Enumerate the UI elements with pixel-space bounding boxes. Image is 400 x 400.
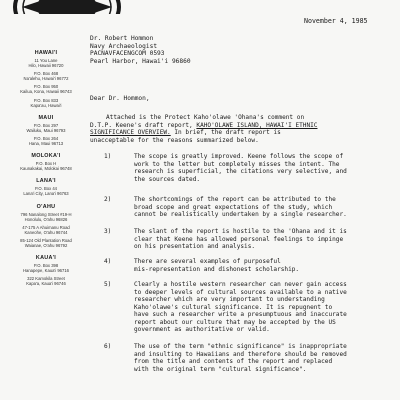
- office-address: P.O. Box 44 Lana'i City, Lana'i 96763: [23, 186, 69, 197]
- office-address: 47-175 A Ahuimanu Road Kaneohe, O'ahu 96744: [22, 224, 70, 235]
- office-address: P.O. Box 468 Na'alehu, Hawai'i 96772: [23, 71, 69, 82]
- island-kauai: [0, 255, 92, 286]
- item-number: 6): [104, 343, 112, 350]
- office-address: 85-124 Old Plantation Road Waianae, O'ahu 96792: [20, 237, 72, 248]
- addressee-line: Navy Archaeologist: [90, 42, 158, 50]
- salutation: Dear Dr. Hommon,: [90, 95, 150, 102]
- office-address: P.O. Box 264 Hana, Maui 96713: [28, 135, 64, 147]
- island-molokai: [0, 153, 92, 171]
- item-text: Clearly a hostile western researcher can never gain access to deeper levels of cultural sources available to a native researcher which are very important to understanding Kaho'olawe's cultural significance. It is repugnent to have such a researcher write a presumptuous and inaccurate report about our culture that may be accepted by the US government as authoritative or valid.: [134, 281, 347, 333]
- island-name: HAWAI'I: [34, 50, 58, 56]
- item-number: 2): [104, 196, 112, 203]
- report-title: KAHO'OLAWE ISLAND, HAWAI'I ETHNIC: [196, 121, 318, 129]
- island-name: MOLOKA'I: [31, 153, 61, 160]
- item-number: 3): [104, 228, 112, 235]
- intro-paragraph: Attached is the Protect Kaho'olawe 'Ohana's comment on D.T.P. Keene's draft report, KAHO'OLAWE ISLAND, HAWAI'I ETHNIC SIGNIFICANCE OVERVIEW. In brief, the draft report is unacceptable for the reasons summarized below.: [90, 114, 318, 144]
- island-maui: [0, 115, 92, 146]
- item-number: 1): [104, 153, 112, 160]
- item-number: 5): [104, 281, 112, 288]
- item-number: 4): [104, 258, 112, 265]
- addressee-line: Pearl Harbor, Hawai'i 96860: [90, 57, 191, 65]
- office-address: P.O. Box H Kaunakakai, Molokai 96748: [20, 161, 72, 172]
- item-text: The slant of the report is hostile to the 'Ohana and it is clear that Keene has allowed personal feelings to impinge on his presentation and analysis.: [134, 228, 347, 250]
- island-name: LANA'I: [36, 178, 56, 185]
- office-address: 796 Nanalong Street #19-H Honolulu, O'ahu 96826: [20, 211, 72, 222]
- island-hawaii: [0, 50, 92, 108]
- island-name: MAUI: [38, 114, 54, 121]
- organization-seal: [12, 0, 122, 14]
- addressee-line: Dr. Robert Hommon: [90, 35, 154, 42]
- item-text: There are several examples of purposeful mis-representation and dishonest scholarship.: [134, 258, 300, 273]
- addressee-block: [90, 35, 191, 65]
- office-address: 322 Kamokila Street Kapa'a, Kaua'i 96746: [26, 276, 66, 287]
- office-address: P.O. Box 950 Kailua, Kona, Hawaii 96743: [20, 84, 72, 95]
- office-address: P.O. Box 297 Wailuku, Maui 96793: [26, 122, 66, 133]
- item-text: The scope is greatly improved. Keene follows the scope of work to the letter but completely misses the intent. The research is superficial, the citations very selective, and the sources dated.: [134, 153, 347, 183]
- island-name: O'AHU: [36, 203, 56, 210]
- office-address: P.O. Box 833 Kapa'au, Hawai'i: [30, 97, 62, 108]
- office-address: 11 You Lane Hilo, Hawaii 96720: [28, 58, 64, 69]
- island-oahu: [0, 204, 92, 249]
- letter-date: November 4, 1985: [304, 17, 368, 25]
- addressee-line: PACNAVFACENGCOM 0593: [90, 50, 165, 58]
- island-lanai: [0, 178, 92, 196]
- item-text: The use of the term "ethnic significance" is inappropriate and insulting to Hawaiians and therefore should be removed from the title and contents of the report and replaced with the original term "cultural significance".: [134, 343, 347, 373]
- office-directory: [0, 50, 92, 290]
- report-title: SIGNIFICANCE OVERVIEW.: [90, 129, 171, 136]
- island-name: KAUA'I: [35, 255, 57, 262]
- item-text: The shortcomings of the report can be attributed to the broad scope and great expectations of the study, which cannot be realistically undertaken by a single researcher.: [134, 196, 347, 218]
- office-address: P.O. Box 398 Hanapepe, Kaua'i 96716: [23, 263, 69, 274]
